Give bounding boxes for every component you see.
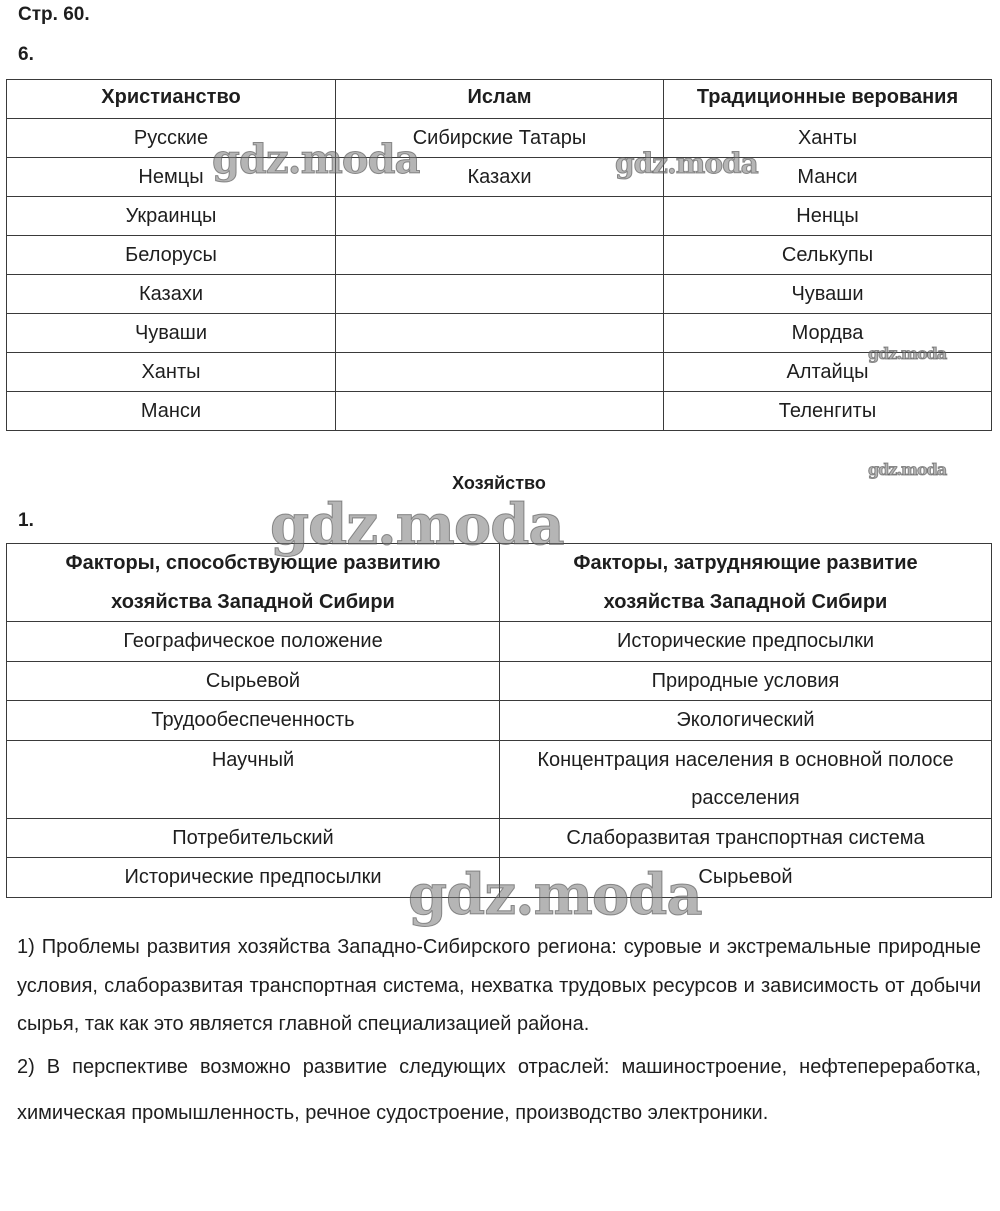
header-line: хозяйства Западной Сибири bbox=[111, 590, 395, 613]
header-favorable-factors bbox=[7, 544, 500, 622]
cell bbox=[336, 392, 664, 431]
cell: Трудообеспеченность bbox=[7, 701, 500, 741]
cell: Белорусы bbox=[7, 236, 336, 275]
cell: Алтайцы bbox=[664, 353, 992, 392]
cell: Ханты bbox=[664, 119, 992, 158]
cell: Слаборазвитая транспортная система bbox=[500, 818, 992, 858]
cell bbox=[336, 236, 664, 275]
table-header-row bbox=[7, 544, 992, 622]
answer-paragraph-2: 2) В перспективе возможно развитие следующих отраслей: машиностроение, нефтепереработка, химическая промышленность, речное судостроение, производство электроники. bbox=[17, 1055, 981, 1124]
header-christianity: Христианство bbox=[7, 80, 336, 119]
cell: Теленгиты bbox=[664, 392, 992, 431]
header-traditional-beliefs: Традиционные верования bbox=[664, 80, 992, 119]
header-islam: Ислам bbox=[336, 80, 664, 119]
cell: Экологический bbox=[500, 701, 992, 741]
cell: Манси bbox=[7, 392, 336, 431]
page-label: Стр. 60. bbox=[18, 4, 90, 25]
header-line: хозяйства Западной Сибири bbox=[603, 590, 888, 613]
cell: Ненцы bbox=[664, 197, 992, 236]
table-row bbox=[7, 197, 992, 236]
answers-block bbox=[17, 928, 981, 1136]
table-row bbox=[7, 275, 992, 314]
section-title bbox=[0, 473, 1000, 494]
cell: Природные условия bbox=[500, 661, 992, 701]
table-row bbox=[7, 314, 992, 353]
cell: Украинцы bbox=[7, 197, 336, 236]
watermark: gdz.moda bbox=[212, 136, 420, 183]
cell: Чуваши bbox=[664, 275, 992, 314]
factors-table bbox=[6, 543, 992, 898]
task-1-number: 1. bbox=[18, 510, 34, 531]
cell bbox=[336, 353, 664, 392]
cell: Научный bbox=[7, 740, 500, 818]
cell: Географическое положение bbox=[7, 622, 500, 662]
answer-paragraph-1: 1) Проблемы развития хозяйства Западно-Сибирского региона: суровые и экстремальные природные условия, слаборазвитая транспортная система, нехватка трудовых ресурсов и зависимость от добычи сырья, так как это является главной специализацией района. bbox=[17, 936, 981, 1035]
religion-table bbox=[6, 79, 992, 431]
table-row bbox=[7, 701, 992, 741]
cell: Исторические предпосылки bbox=[7, 858, 500, 898]
cell bbox=[336, 314, 664, 353]
table-row bbox=[7, 858, 992, 898]
table-row bbox=[7, 622, 992, 662]
cell bbox=[336, 197, 664, 236]
table-row bbox=[7, 818, 992, 858]
cell: Чуваши bbox=[7, 314, 336, 353]
cell: Селькупы bbox=[664, 236, 992, 275]
header-hindering-factors bbox=[500, 544, 992, 622]
table-header-row bbox=[7, 80, 992, 119]
table-row bbox=[7, 158, 992, 197]
section-title-text: Хозяйство bbox=[452, 473, 546, 493]
task-6-number: 6. bbox=[18, 44, 34, 65]
cell: Манси bbox=[664, 158, 992, 197]
cell: Русские bbox=[7, 119, 336, 158]
table-row bbox=[7, 740, 992, 818]
watermark: gdz.moda bbox=[408, 862, 702, 928]
watermark: gdz.moda bbox=[868, 460, 947, 479]
cell: Концентрация населения в основной полосе расселения bbox=[500, 740, 992, 818]
table-row bbox=[7, 661, 992, 701]
watermark: gdz.moda bbox=[270, 492, 564, 558]
cell: Ханты bbox=[7, 353, 336, 392]
cell: Сибирские Татары bbox=[336, 119, 664, 158]
watermark: gdz.moda bbox=[615, 147, 758, 180]
table-row bbox=[7, 236, 992, 275]
cell: Исторические предпосылки bbox=[500, 622, 992, 662]
cell bbox=[336, 275, 664, 314]
cell: Казахи bbox=[7, 275, 336, 314]
cell: Сырьевой bbox=[7, 661, 500, 701]
table-row bbox=[7, 119, 992, 158]
cell: Мордва bbox=[664, 314, 992, 353]
cell: Казахи bbox=[336, 158, 664, 197]
header-line: Факторы, затрудняющие развитие bbox=[573, 552, 918, 574]
cell: Немцы bbox=[7, 158, 336, 197]
header-line: Факторы, способствующие развитию bbox=[65, 552, 441, 574]
table-row bbox=[7, 392, 992, 431]
cell: Сырьевой bbox=[500, 858, 992, 898]
cell: Потребительский bbox=[7, 818, 500, 858]
watermark: gdz.moda bbox=[868, 344, 947, 363]
table-row bbox=[7, 353, 992, 392]
